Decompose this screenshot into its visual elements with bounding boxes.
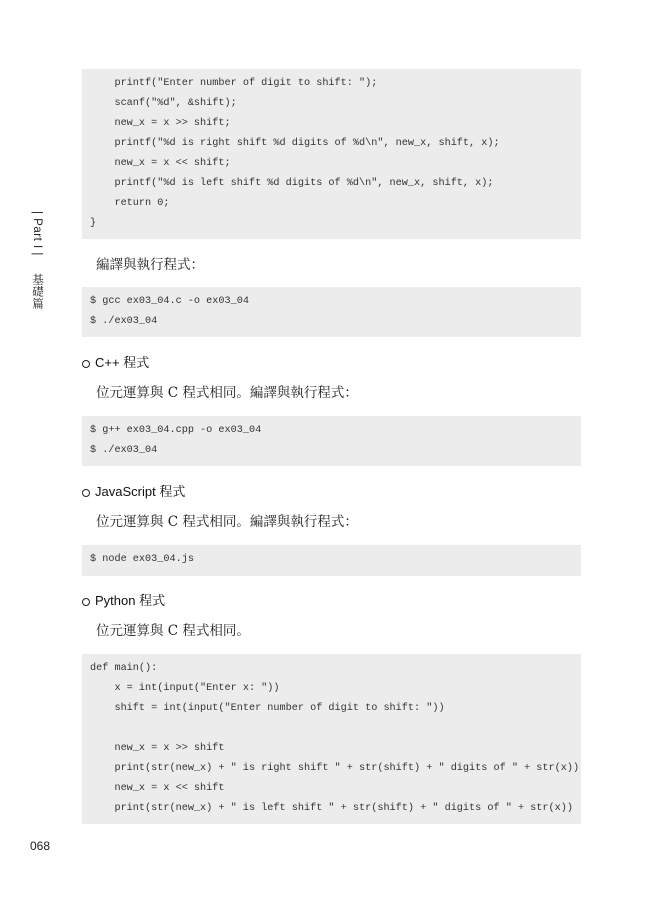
heading-js-latin: JavaScript [95,484,156,499]
code-block-gpp-commands [82,416,581,466]
code-block-gcc-commands [82,287,581,337]
circle-bullet-icon [82,360,90,368]
heading-cpp [82,353,149,373]
heading-cpp-cjk: 程式 [119,355,150,370]
code-line: printf("%d is right shift %d digits of %d\n", new_x, shift, x); [90,138,500,149]
code-line: $ g++ ex03_04.cpp -o ex03_04 [90,425,262,436]
code-block-c-source [82,69,581,239]
circle-bullet-icon [82,489,90,497]
code-line: printf("%d is left shift %d digits of %d\n", new_x, shift, x); [90,178,494,189]
para-cpp: 位元運算與 C 程式相同。編譯與執行程式： [96,385,358,401]
code-line: return 0; [90,198,170,209]
code-line: new_x = x << shift [90,783,225,794]
heading-js-cjk: 程式 [155,484,186,499]
code-line: x = int(input("Enter x: ")) [90,683,280,694]
part-label: | Part I | [31,211,43,256]
code-line: $ ./ex03_04 [90,316,158,327]
heading-python-latin: Python [95,593,136,608]
code-block-node-command [82,545,581,576]
code-line [90,719,573,739]
circle-bullet-icon [82,598,90,606]
heading-python [82,591,165,611]
code-line: new_x = x >> shift; [90,118,231,129]
code-line: scanf("%d", &shift); [90,98,237,109]
code-line: $ ./ex03_04 [90,445,158,456]
code-line: new_x = x << shift; [90,158,231,169]
part-side-tab [29,211,45,309]
code-line: $ node ex03_04.js [90,554,194,565]
heading-cpp-latin: C++ [95,355,120,370]
code-line: def main(): [90,663,158,674]
code-line: shift = int(input("Enter number of digit to shift: ")) [90,703,445,714]
para-compile-c: 編譯與執行程式： [96,257,204,273]
para-javascript: 位元運算與 C 程式相同。編譯與執行程式： [96,514,358,530]
code-line: printf("Enter number of digit to shift: "); [90,78,378,89]
code-line: print(str(new_x) + " is left shift " + str(shift) + " digits of " + str(x)) [90,803,573,814]
code-line: $ gcc ex03_04.c -o ex03_04 [90,296,249,307]
section-label: 基礎篇 [31,273,43,310]
code-block-python-source [82,654,581,824]
code-line: print(str(new_x) + " is right shift " + str(shift) + " digits of " + str(x)) [90,763,580,774]
heading-javascript [82,482,185,502]
para-python: 位元運算與 C 程式相同。 [96,623,250,639]
page-number: 068 [30,839,51,853]
code-line: new_x = x >> shift [90,743,225,754]
code-line: } [90,218,97,229]
heading-python-cjk: 程式 [135,593,166,608]
